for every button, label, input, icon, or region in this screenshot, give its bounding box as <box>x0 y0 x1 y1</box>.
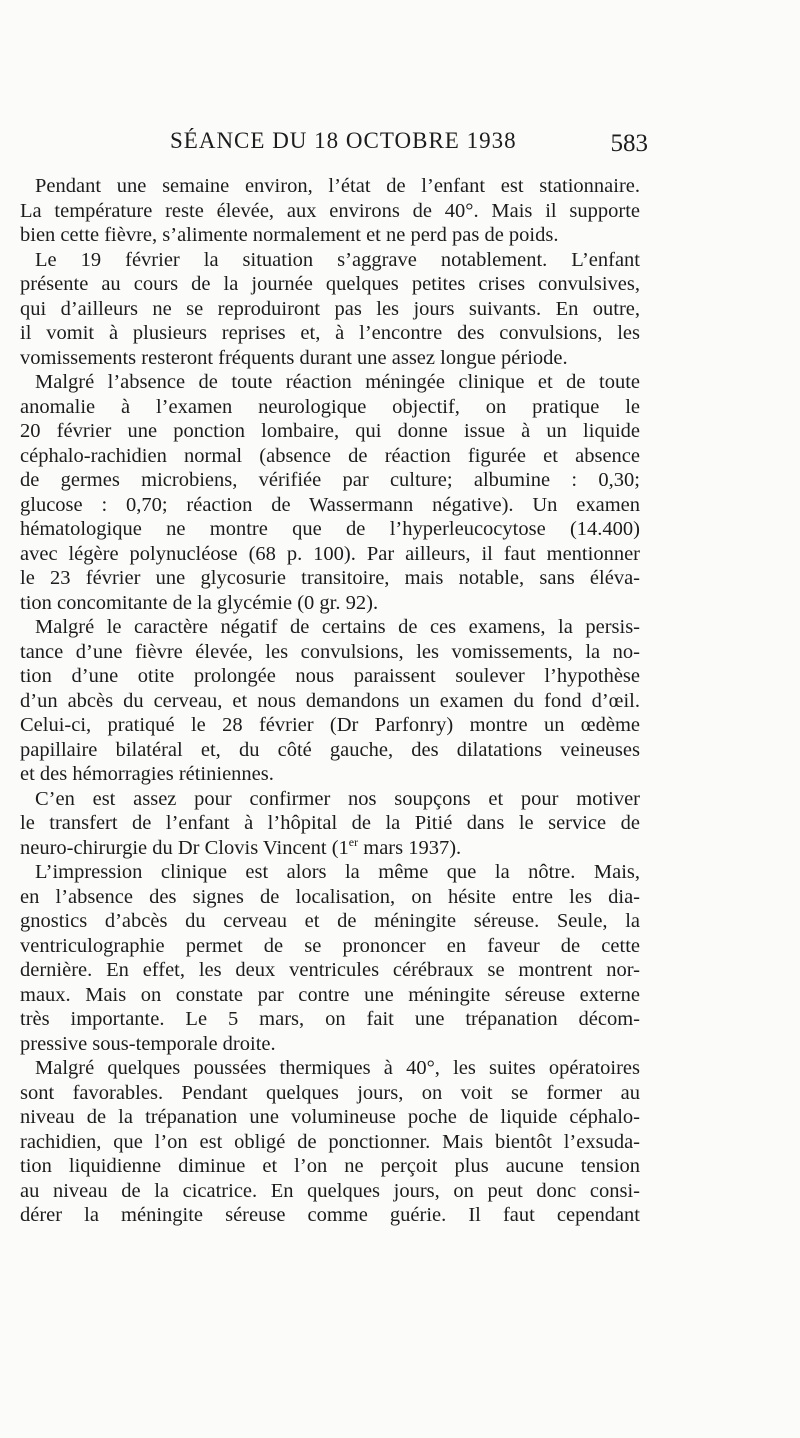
text-line: rachidien, que l’on est obligé de ponctionner. Mais bientôt l’exsuda- <box>20 1130 640 1153</box>
text-line: il vomit à plusieurs reprises et, à l’encontre des convulsions, les <box>20 322 640 344</box>
text-line: Le 19 février la situation s’aggrave notablement. L’enfant <box>35 248 640 271</box>
text-line: et des hémorragies rétiniennes. <box>20 763 274 785</box>
text-line: en l’absence des signes de localisation, on hésite entre les dia- <box>20 885 640 908</box>
text-line: tion concomitante de la glycémie (0 gr. 92). <box>20 591 379 614</box>
text-line: maux. Mais on constate par contre une méningite séreuse externe <box>20 983 640 1006</box>
text-line: céphalo-rachidien normal (absence de réaction figurée et absence <box>20 444 640 467</box>
text-line: Celui-ci, pratiqué le 28 février (Dr Parfonry) montre un œdème <box>20 714 640 736</box>
text-line: L’impression clinique est alors la même que la nôtre. Mais, <box>35 861 640 883</box>
text-line: avec légère polynucléose (68 p. 100). Par ailleurs, il faut mentionner <box>20 542 640 565</box>
text-line: Malgré quelques poussées thermiques à 40°, les suites opératoires <box>35 1057 640 1079</box>
text-line: le 23 février une glycosurie transitoire, mais notable, sans éléva- <box>20 567 640 589</box>
text-line: La température reste élevée, aux environs de 40°. Mais il supporte <box>20 199 640 222</box>
page-header <box>170 122 650 162</box>
text-line: glucose : 0,70; réaction de Wassermann négative). Un examen <box>20 493 640 516</box>
text-line: gnostics d’abcès du cerveau et de méningite séreuse. Seule, la <box>20 910 640 932</box>
text-line: 20 février une ponction lombaire, qui donne issue à un liquide <box>20 420 640 442</box>
text-line: anomalie à l’examen neurologique objectif, on pratique le <box>20 395 640 418</box>
text-line: de germes microbiens, vérifiée par culture; albumine : 0,30; <box>20 469 640 491</box>
text-line: tion d’une otite prolongée nous paraissent soulever l’hypothèse <box>20 665 640 687</box>
text-line: bien cette fièvre, s’alimente normalement et ne perd pas de poids. <box>20 224 559 246</box>
text-line: ventriculographie permet de se prononcer en faveur de cette <box>20 934 640 957</box>
text-line: hématologique ne montre que de l’hyperleucocytose (14.400) <box>20 518 640 540</box>
text-line: pressive sous-temporale droite. <box>20 1032 276 1055</box>
text-line: présente au cours de la journée quelques petites crises convulsives, <box>20 273 640 295</box>
text-line: papillaire bilatéral et, du côté gauche, des dilatations veineuses <box>20 738 640 761</box>
text-line: tion liquidienne diminue et l’on ne perçoit plus aucune tension <box>20 1155 640 1177</box>
text-line: C’en est assez pour confirmer nos soupçons et pour motiver <box>35 787 640 810</box>
text-line: d’un abcès du cerveau, et nous demandons un examen du fond d’œil. <box>20 689 640 712</box>
text-line: sont favorables. Pendant quelques jours, on voit se former au <box>20 1081 640 1104</box>
text-line: Malgré l’absence de toute réaction méningée clinique et de toute <box>35 371 640 393</box>
text-line: neuro-chirurgie du Dr Clovis Vincent (1er mars 1937). <box>20 834 462 859</box>
text-line: dernière. En effet, les deux ventricules cérébraux se montrent nor- <box>20 959 640 981</box>
body-text <box>20 174 640 1228</box>
text-line: tance d’une fièvre élevée, les convulsions, les vomissements, la no- <box>20 640 640 663</box>
text-line: qui d’ailleurs ne se reproduiront pas les jours suivants. En outre, <box>20 297 640 320</box>
page-number: 583 <box>610 130 648 157</box>
text-line: Pendant une semaine environ, l’état de l’enfant est stationnaire. <box>35 175 640 197</box>
running-head: SÉANCE DU 18 OCTOBRE 1938 <box>170 128 517 153</box>
text-line: très importante. Le 5 mars, on fait une trépanation décom- <box>20 1008 640 1030</box>
text-line: dérer la méningite séreuse comme guérie. Il faut cependant <box>20 1204 640 1226</box>
text-line: Malgré le caractère négatif de certains de ces examens, la persis- <box>35 616 640 638</box>
text-line: niveau de la trépanation une volumineuse poche de liquide céphalo- <box>20 1106 640 1128</box>
text-line: le transfert de l’enfant à l’hôpital de la Pitié dans le service de <box>20 812 640 834</box>
text-line: au niveau de la cicatrice. En quelques jours, on peut donc consi- <box>20 1179 640 1202</box>
text-line: vomissements resteront fréquents durant une assez longue période. <box>20 346 568 369</box>
